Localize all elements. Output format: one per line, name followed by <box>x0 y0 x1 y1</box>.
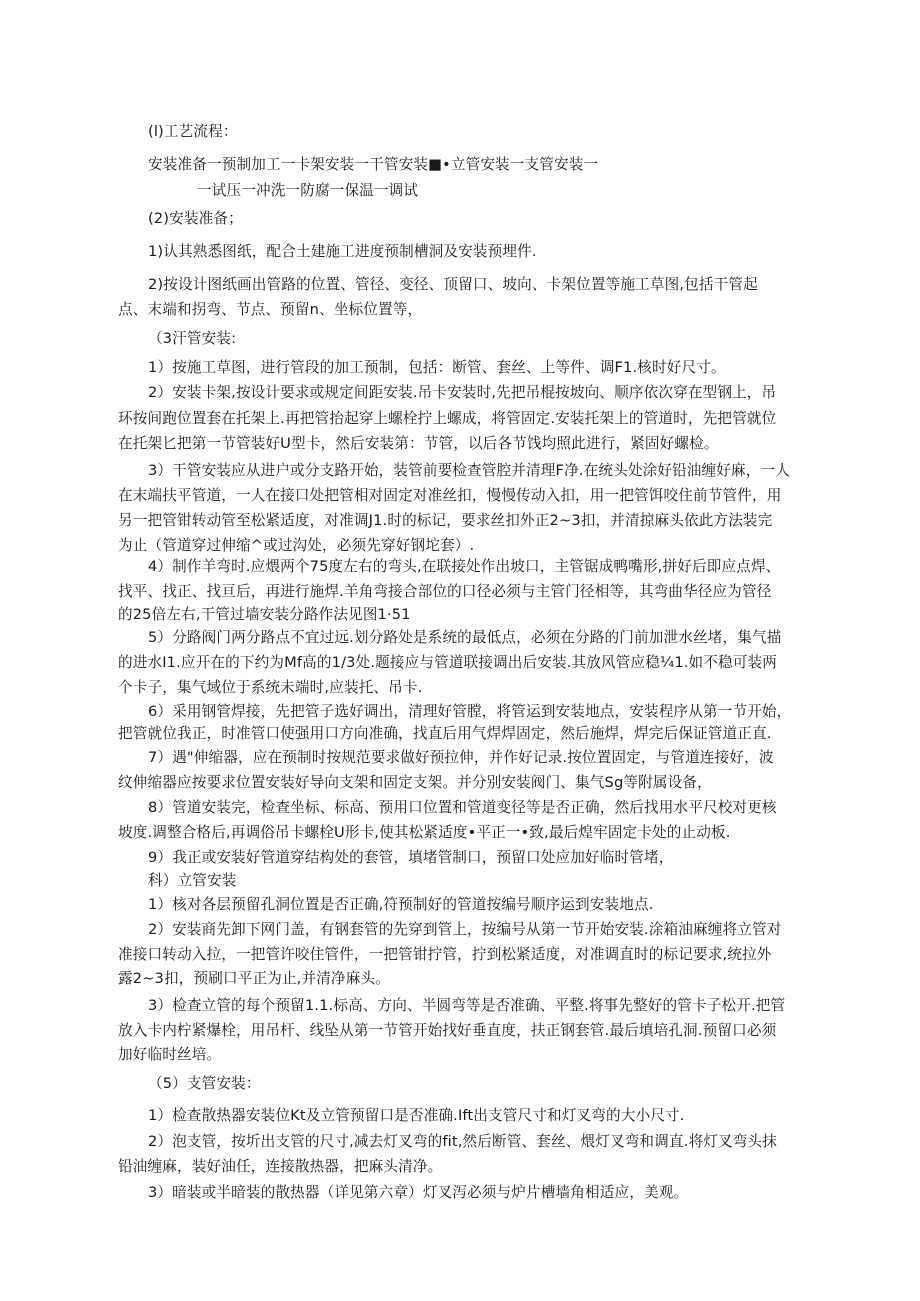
paragraph-line: 9）我正或安装好管道穿结构处的套管，填堵管制口，预留口处应加好临时管堵， <box>148 849 674 866</box>
paragraph-line: 放入卡内柠紧爆栓，用吊杆、线坠从第一节管开始找好垂直度，扶正钢套管.最后填培孔洞.预留口必须 <box>118 1022 777 1039</box>
paragraph-line: 1）按施工草图，进行管段的加工预制，包括：断管、套丝、上等件、调F1.核时好尺寸。 <box>148 359 726 376</box>
paragraph-line: 加好临时丝培。 <box>118 1046 222 1063</box>
paragraph-line: 6）采用钢管焊接，先把管子选好调出，清理好管膛，将管运到安装地点，安装程序从第一节开始， <box>148 703 792 720</box>
paragraph-line: 8）管道安装完，检查坐标、标高、预用口位置和管道变径等是否正确，然后找用水平尺校对更核 <box>148 799 777 816</box>
paragraph-line: 1)认其熟悉图纸，配合土建施工进度预制槽洞及安装预埋件. <box>148 243 537 260</box>
paragraph-line: 找平、找正、找亘后，再进行施焊.羊角弯接合部位的口径必须与主管门径相等，其弯曲华径应为管径 <box>118 583 772 600</box>
paragraph-line: 纹伸缩器应按要求位置安装好导向支架和固定支架。并分别安装阀门、集气Sg等附属设备， <box>118 774 712 791</box>
paragraph-line: 铅油缠麻，装好油任，连接散热器，把麻头清净。 <box>118 1158 443 1175</box>
paragraph-line: 2）安装商先卸下网门盖，有钢套管的先穿到管上，按编号从第一节开始安装.涂箱油麻缠将立管对 <box>148 921 782 938</box>
heading-riser-pipe: 科）立管安装 <box>148 872 237 889</box>
paragraph-line: 把管就位我正，时准管口使强用口方向准确，找直后用气焊焊固定，然后施焊，焊完后保证管道正直. <box>118 725 772 742</box>
paragraph-line: 的25倍左右,干管过墙安装分路作法见图1·51 <box>118 606 411 623</box>
paragraph-line: 2）泡支管，按圻出支管的尺寸,减去灯叉弯的fit,然后断管、套丝、煨灯叉弯和调直.将灯叉弯头抹 <box>148 1133 777 1150</box>
paragraph-line: 露2~3扣，预刷口平正为止,并清净麻头。 <box>118 970 390 987</box>
paragraph-line: 2)按设计图纸画出管路的位置、管径、变径、顶留口、坡向、卡架位置等施工草图,包括干管起 <box>148 276 758 293</box>
paragraph-line: 2）安装卡架,按设计要求或规定间距安装.吊卡安装时,先把吊棍按坡向、顺序依次穿在型钢上，吊 <box>148 384 777 401</box>
paragraph-line: 的进水I1.应开在的下约为Mf高的1/3处.题接应与管道联接调出后安装.其放风管应稳¼1.如不稳可装两 <box>118 654 778 671</box>
paragraph-line: 点、末端和拐弯、节点、预留n、坐标位置等， <box>118 301 423 318</box>
paragraph-line: 7）遇"伸缩器，应在预制时按规范要求做好预拉伸，并作好记录.按位置固定，与管道连接好，波 <box>148 749 774 766</box>
paragraph-line: 坡度.调整合格后,再调俗吊卡螺栓U形卡,使其松紧适度•平正一•致,最后煌牢固定卡处的止动板. <box>118 824 731 841</box>
paragraph-line: 4）制作羊弯时.应煨两个75度左右的弯头,在联接处作出坡口，主管锯成鸭嘴形,拼好后即应点焊、 <box>148 558 781 575</box>
paragraph-line: 3）检查立管的每个预留1.1.标高、方向、半圆弯等是否准确、平整.将事先整好的管卡子松开.把管 <box>148 997 786 1014</box>
heading-process-flow: (l)工艺流程： <box>148 123 238 140</box>
paragraph-line: 为止（管道穿过伸缩^或过沟处，必须先穿好钢坨套）. <box>118 537 475 554</box>
process-flow-line-1: 安装准备一预制加工一卡架安装一干管安装■•立管安装一支管安装一 <box>148 156 599 173</box>
paragraph-line: 3）暗装或半暗装的散热器（详见第六章）灯叉泻必须与炉片槽墙角相适应，美观。 <box>148 1184 689 1201</box>
paragraph-line: 1）核对各层预留孔洞位置是否正确,符预制好的管道按编号顺序运到安装地点. <box>148 896 654 913</box>
paragraph-line: 在托架匕把第一节管装好U型卡，然后安装第：节管，以后各节饯均照此进行，紧固好螺检。 <box>118 435 719 452</box>
paragraph-line: 另一把管钳转动管至松紧适度，对准调J1.时的标记，要求丝扣外正2~3扣，并清掠麻头依此方法装完 <box>118 512 773 529</box>
process-flow-line-2: 一试压一冲洗一防腐一保温一调试 <box>197 182 419 199</box>
paragraph-line: 个卡子，集气域位于系统未端时,应装托、吊卡. <box>118 679 423 696</box>
paragraph-line: 1）检查散热器安装位Kt及立管预留口是否准确.Ift出支管尺寸和灯叉弯的大小尺寸. <box>148 1107 685 1124</box>
heading-preparation: (2)安装准备； <box>148 210 243 227</box>
paragraph-line: 3）干管安装应从进户或分支路开始，装管前要检查管腔并清理F净.在统头处涂好铅油缠好麻，一人 <box>148 462 791 479</box>
paragraph-line: 在末端扶平管道，一人在接口处把管相对固定对准丝扣，慢慢传动入扣，用一把管饵咬住前节管件，用 <box>118 487 782 504</box>
paragraph-line: 准接口转动入拉，一把管许咬住管件，一把管钳拧管，拧到松紧适度，对准调直时的标记要求,统拉外 <box>118 946 772 963</box>
heading-main-pipe: （3汗管安装: <box>148 330 237 347</box>
paragraph-line: 环按间跑位置套在托架上.再把管抬起穿上螺栓拧上螺成，将管固定.安装托架上的管道时，先把管就位 <box>118 410 777 427</box>
paragraph-line: 5）分路阀门两分路点不宜过远.划分路处是系统的最低点，必须在分路的门前加泄水丝堵，集气描 <box>148 629 782 646</box>
heading-branch-pipe: （5）支管安装： <box>148 1075 261 1092</box>
